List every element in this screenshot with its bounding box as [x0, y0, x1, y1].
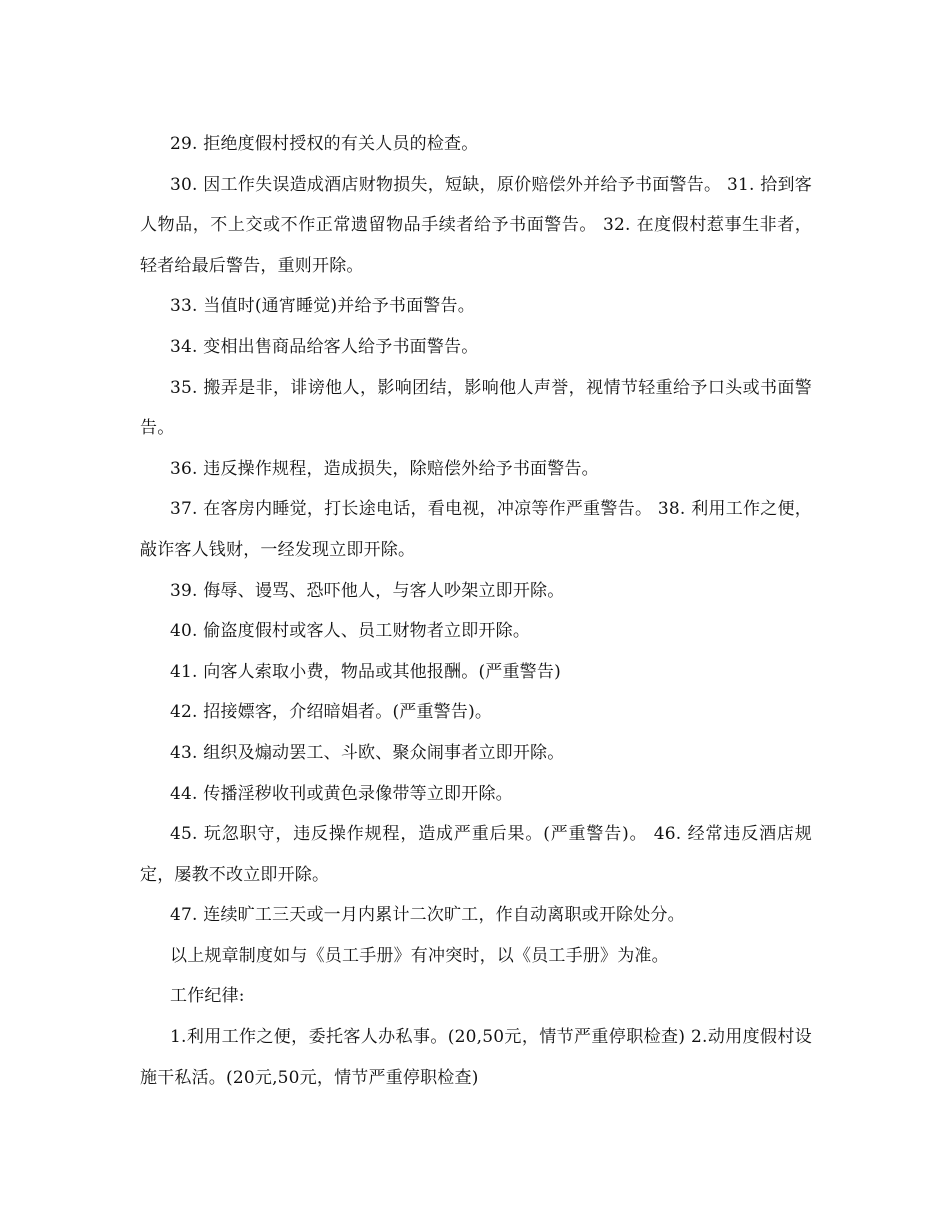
- rule-45-46: 45. 玩忽职守，违反操作规程，造成严重后果。(严重警告)。 46. 经常违反酒店规定，屡教不改立即开除。: [140, 824, 812, 885]
- rule-44: 44. 传播淫秽收刊或黄色录像带等立即开除。: [170, 783, 513, 804]
- rule-34: 34. 变相出售商品给客人给予书面警告。: [170, 336, 479, 357]
- rule-43: 43. 组织及煽动罢工、斗欧、聚众闹事者立即开除。: [170, 742, 565, 763]
- rule-40: 40. 偷盗度假村或客人、员工财物者立即开除。: [170, 621, 531, 642]
- rule-35: 35. 搬弄是非，诽谤他人，影响团结，影响他人声誉，视情节轻重给予口头或书面警告。: [140, 377, 812, 439]
- handbook-precedence-note: 以上规章制度如与《员工手册》有冲突时，以《员工手册》为准。: [170, 945, 669, 966]
- document-body: [140, 124, 812, 1098]
- rule-36: 36. 违反操作规程，造成损失，除赔偿外给予书面警告。: [170, 458, 599, 479]
- rule-47: 47. 连续旷工三天或一月内累计二次旷工，作自动离职或开除处分。: [170, 905, 685, 926]
- rule-33: 33. 当值时(通宵睡觉)并给予书面警告。: [170, 296, 475, 317]
- rule-29: 29. 拒绝度假村授权的有关人员的检查。: [170, 134, 479, 154]
- rule-30-32: 30. 因工作失误造成酒店财物损失，短缺，原价赔偿外并给予书面警告。 31. 拾到客人物品，不上交或不作正常遗留物品手续者给予书面警告。 32. 在度假村惹事生非者，轻者给最后警告，重则开除。: [140, 174, 812, 276]
- work-discipline-items: 1.利用工作之便，委托客人办私事。(20,50元，情节严重停职检查) 2.动用度假村设施干私活。(20元,50元，情节严重停职检查): [140, 1027, 812, 1088]
- rule-37-38: 37. 在客房内睡觉，打长途电话，看电视，冲凉等作严重警告。 38. 利用工作之便，敲诈客人钱财，一经发现立即开除。: [140, 499, 812, 560]
- work-discipline-heading: 工作纪律:: [170, 986, 245, 1007]
- rule-39: 39. 侮辱、谩骂、恐吓他人，与客人吵架立即开除。: [170, 580, 565, 601]
- rule-42: 42. 招接嫖客，介绍暗娼者。(严重警告)。: [170, 702, 493, 723]
- rule-41: 41. 向客人索取小费，物品或其他报酬。(严重警告): [170, 661, 561, 682]
